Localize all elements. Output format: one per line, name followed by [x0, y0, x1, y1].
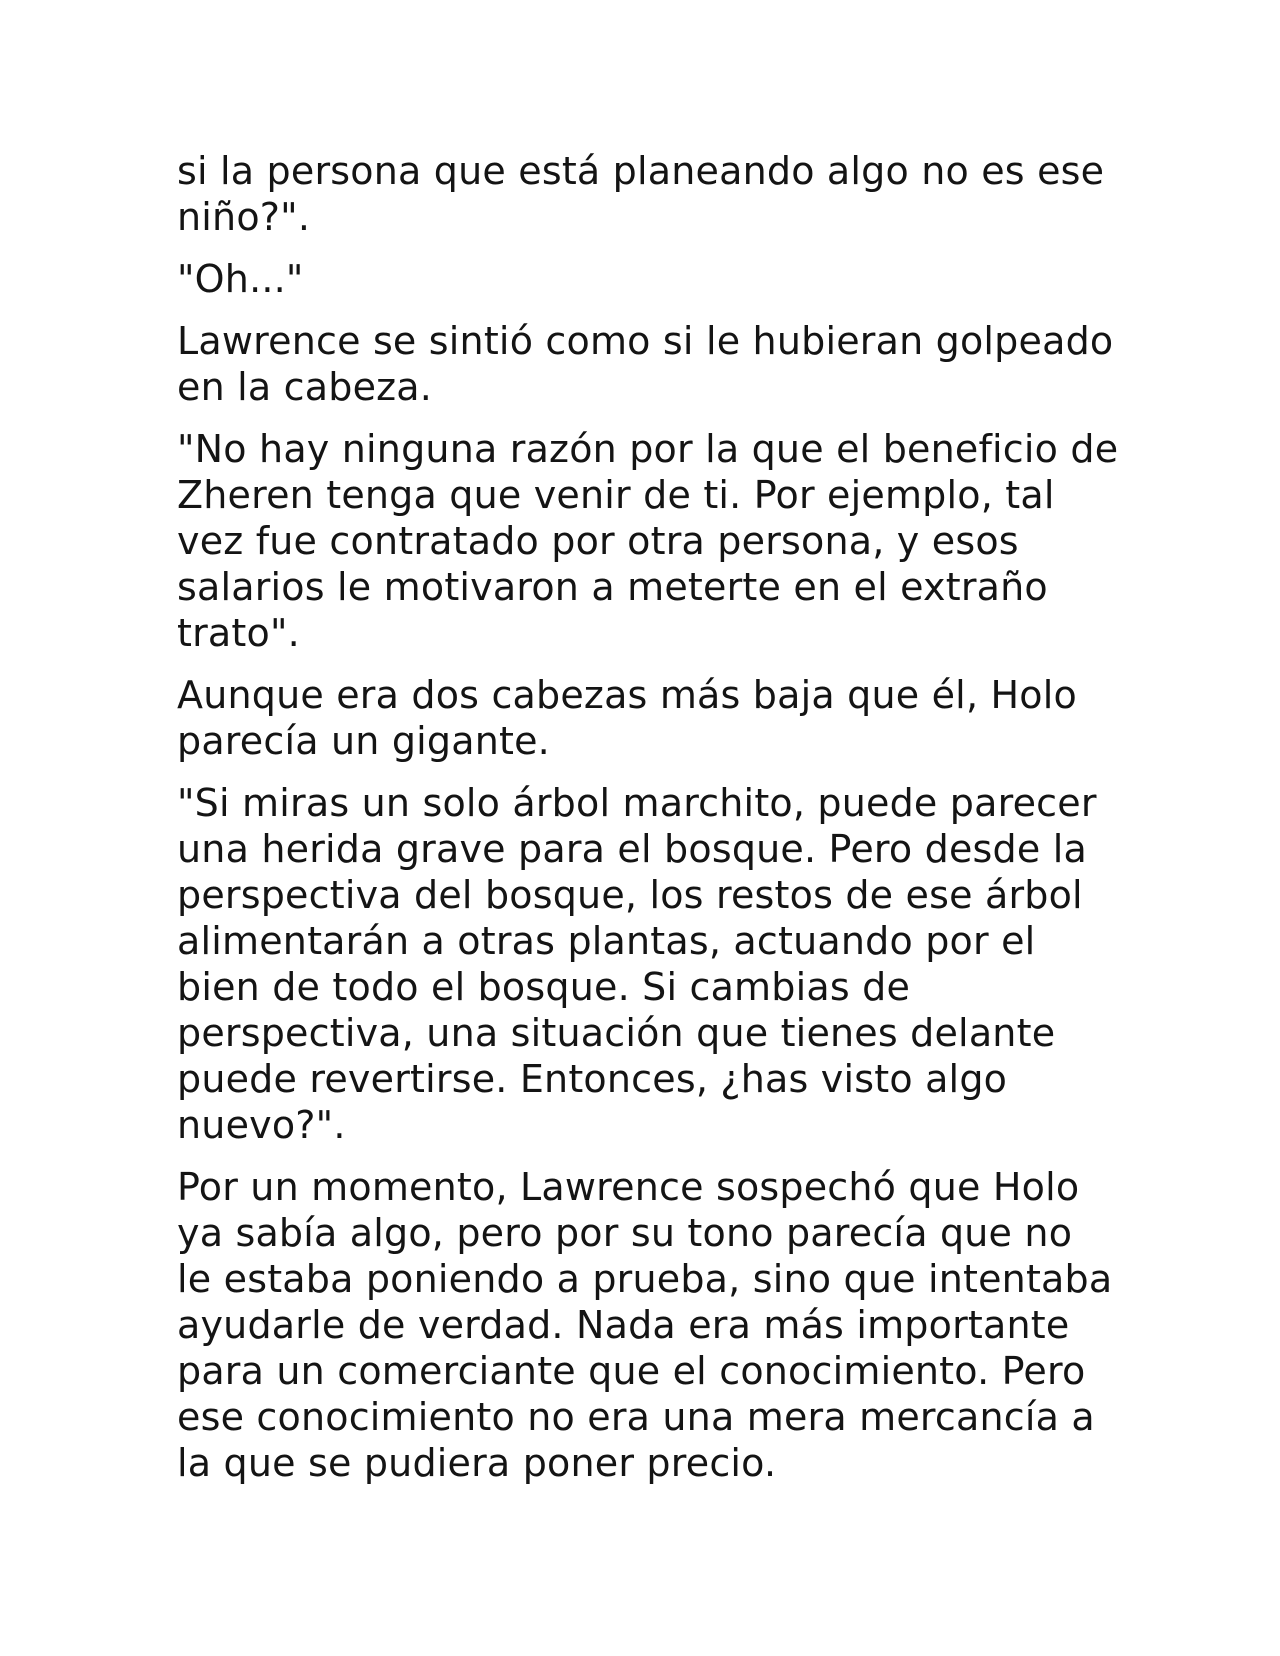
text-line: una herida grave para el bosque. Pero desde la	[177, 827, 1087, 871]
text-line: parecía un gigante.	[177, 719, 550, 763]
text-line: perspectiva del bosque, los restos de ese árbol	[177, 873, 1083, 917]
text-line: en la cabeza.	[177, 365, 433, 409]
text-line: alimentarán a otras plantas, actuando por el	[177, 919, 1036, 963]
text-line: puede revertirse. Entonces, ¿has visto algo	[177, 1057, 1008, 1101]
text-line: "Si miras un solo árbol marchito, puede parecer	[177, 781, 1097, 825]
text-line: "No hay ninguna razón por la que el beneficio de	[177, 427, 1119, 471]
text-line: la que se pudiera poner precio.	[177, 1441, 777, 1485]
text-line: "Oh..."	[177, 257, 304, 301]
text-line: si la persona que está planeando algo no es ese	[177, 149, 1105, 193]
text-line: Zheren tenga que venir de ti. Por ejemplo, tal	[177, 473, 1055, 517]
text-line: le estaba poniendo a prueba, sino que intentaba	[177, 1257, 1113, 1301]
text-line: Lawrence se sintió como si le hubieran golpeado	[177, 319, 1114, 363]
text-line: Aunque era dos cabezas más baja que él, Holo	[177, 673, 1077, 717]
text-line: ya sabía algo, pero por su tono parecía que no	[177, 1211, 1073, 1255]
text-line: salarios le motivaron a meterte en el extraño	[177, 565, 1048, 609]
text-line: para un comerciante que el conocimiento. Pero	[177, 1349, 1086, 1393]
text-line: ese conocimiento no era una mera mercancía a	[177, 1395, 1095, 1439]
paragraph-5	[177, 672, 1107, 764]
paragraph-2	[177, 256, 1107, 302]
text-line: bien de todo el bosque. Si cambias de	[177, 965, 911, 1009]
text-line: nuevo?".	[177, 1103, 346, 1147]
document-page	[177, 148, 1119, 1502]
paragraph-4	[177, 426, 1119, 656]
text-line: ayudarle de verdad. Nada era más importante	[177, 1303, 1070, 1347]
text-line: niño?".	[177, 195, 311, 239]
paragraph-7	[177, 1164, 1113, 1486]
text-line: Por un momento, Lawrence sospechó que Holo	[177, 1165, 1080, 1209]
text-line: perspectiva, una situación que tienes delante	[177, 1011, 1056, 1055]
paragraph-3	[177, 318, 1114, 410]
paragraph-1	[177, 148, 1107, 240]
paragraph-6	[177, 780, 1107, 1148]
text-line: vez fue contratado por otra persona, y esos	[177, 519, 1019, 563]
text-line: trato".	[177, 611, 300, 655]
